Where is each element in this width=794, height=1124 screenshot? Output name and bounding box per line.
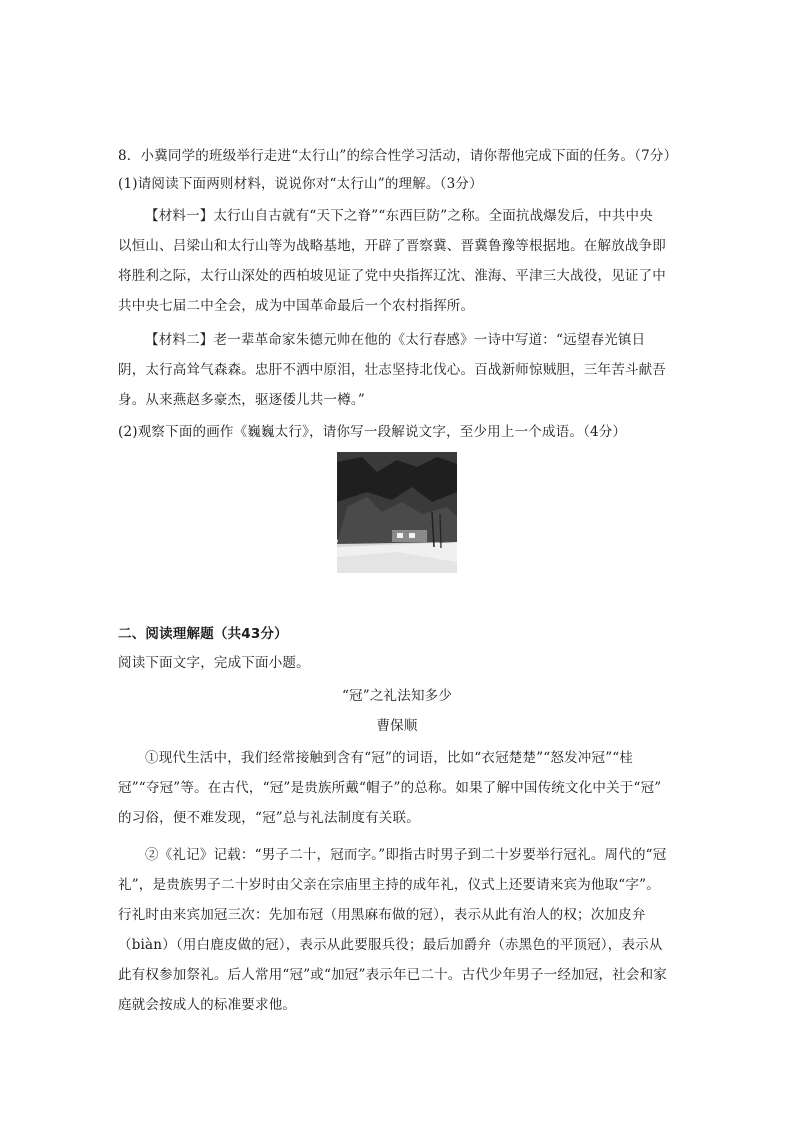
paragraph-2-line: 行礼时由来宾加冠三次：先加布冠（用黑麻布做的冠），表示从此有治人的权；次加皮弁 [118,907,646,923]
question-8-title: 8．小冀同学的班级举行走进“太行山”的综合性学习活动，请你帮他完成下面的任务。（7分） [118,148,678,164]
paragraph-2-line: 礼”，是贵族男子二十岁时由父亲在宗庙里主持的成年礼，仪式上还要请来宾为他取“字”。 [118,877,660,893]
paragraph-2-line: （biàn）（用白鹿皮做的冠），表示从此要服兵役；最后加爵弁（赤黑色的平顶冠），表示从 [118,937,663,953]
material-1-line: 以恒山、吕梁山和太行山等为战略基地，开辟了晋察冀、晋冀鲁豫等根据地。在解放战争即 [118,238,666,254]
painting-mountain-illustration [337,452,457,573]
painting-image [337,452,457,573]
material-1-line: 将胜利之际，太行山深处的西柏坡见证了党中央指挥辽沈、淮海、平津三大战役，见证了中 [118,268,666,284]
section-2-instruction: 阅读下面文字，完成下面小题。 [118,655,310,671]
material-1-line: 【材料一】太行山自古就有“天下之脊”“东西巨防”之称。全面抗战爆发后，中共中央 [145,208,653,224]
paragraph-1-line: 的习俗，便不难发现，“冠”总与礼法制度有关联。 [118,810,420,826]
article-title: “冠”之礼法知多少 [341,688,453,704]
article-author: 曹保顺 [376,718,418,734]
section-2-heading: 二、阅读理解题（共43分） [118,626,288,642]
paragraph-2-line: 庭就会按成人的标准要求他。 [118,997,297,1013]
material-2-line: 身。从来燕赵多豪杰，驱逐倭儿共一樽。” [118,392,365,408]
paragraph-2-line: 此有权参加祭礼。后人常用“冠”或“加冠”表示年已二十。古代少年男子一经加冠，社会和家 [118,967,668,983]
question-8-part-2: (2)观察下面的画作《巍巍太行》，请你写一段解说文字，至少用上一个成语。（4分） [118,424,627,440]
material-2-line: 【材料二】老一辈革命家朱德元帅在他的《太行春感》一诗中写道：“远望春光镇日 [145,332,646,348]
material-2-line: 阴，太行高耸气森森。忠肝不洒中原泪，壮志坚持北伐心。百战新师惊贼胆，三年苦斗献吾 [118,362,666,378]
material-1-line: 共中央七届二中全会，成为中国革命最后一个农村指挥所。 [118,298,475,314]
paragraph-1-line: 冠”“夺冠”等。在古代，“冠”是贵族所戴“帽子”的总称。如果了解中国传统文化中关于“冠” [118,780,662,796]
paragraph-2-line: ②《礼记》记载：“男子二十，冠而字。”即指古时男子到二十岁要举行冠礼。周代的“冠 [145,847,667,863]
question-8-part-1: (1)请阅读下面两则材料，说说你对“太行山”的理解。（3分） [118,176,483,192]
paragraph-1-line: ①现代生活中，我们经常接触到含有“冠”的词语，比如“衣冠楚楚”“怒发冲冠”“桂 [145,750,634,766]
